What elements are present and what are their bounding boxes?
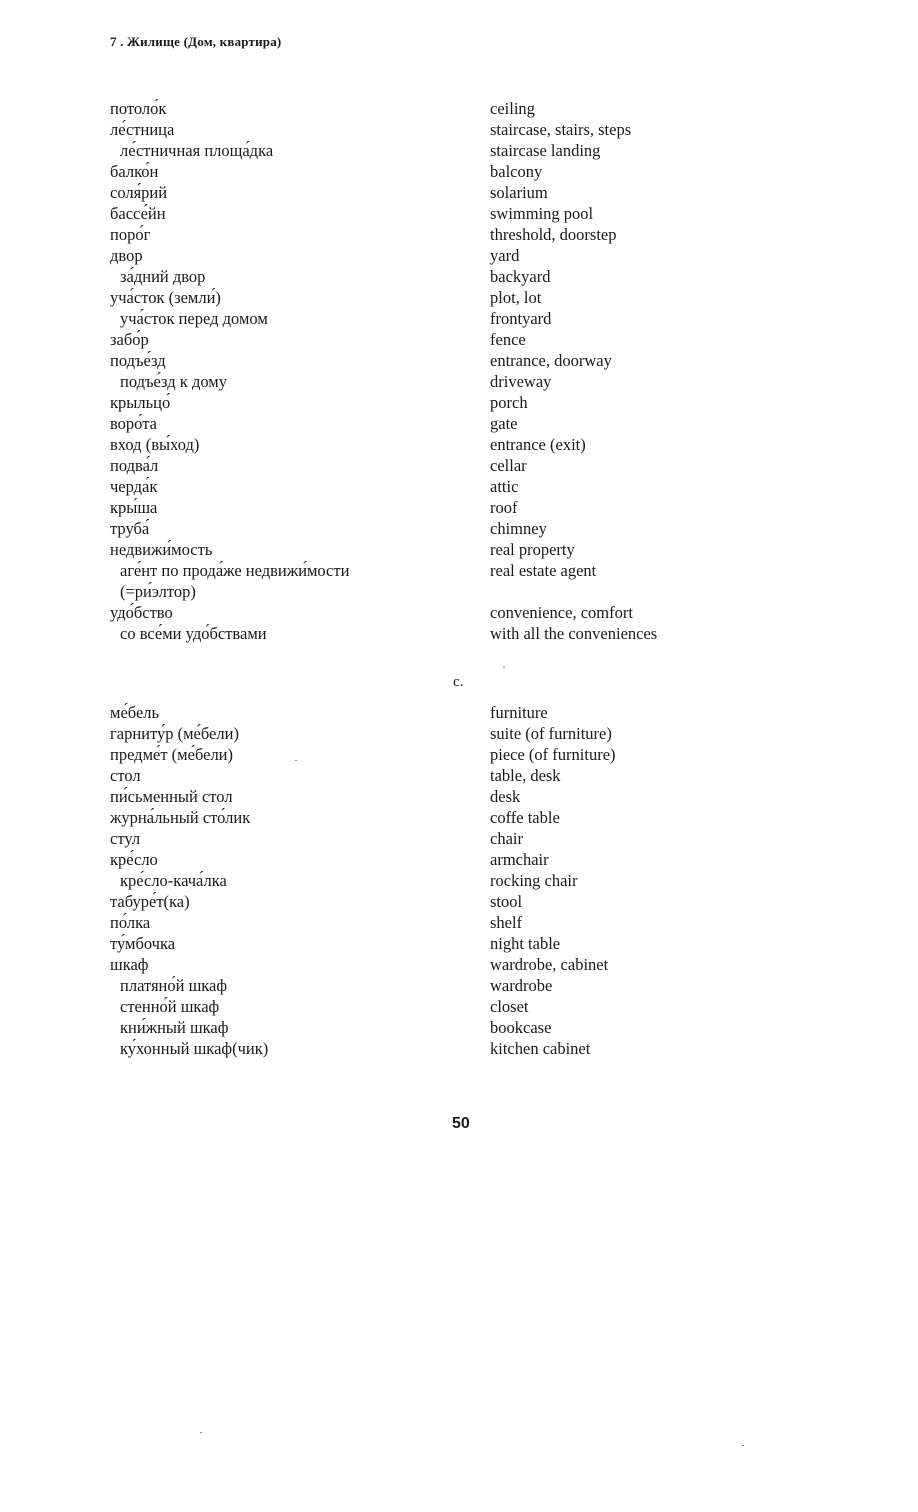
vocabulary-entry [0, 602, 918, 623]
vocabulary-entry [0, 581, 918, 602]
english-translation: cellar [490, 456, 527, 475]
russian-term: за́дний двор [120, 267, 206, 286]
russian-term: (=ри́элтор) [120, 582, 196, 601]
english-translation: rocking chair [490, 871, 578, 890]
russian-term: стол [110, 766, 141, 785]
vocabulary-entry [0, 765, 918, 786]
english-translation: desk [490, 787, 521, 806]
page-header: 7 . Жилище (Дом, квартира) [110, 34, 282, 49]
english-translation: balcony [490, 162, 543, 181]
english-translation: stool [490, 892, 523, 911]
vocabulary-entry [0, 245, 918, 266]
vocabulary-entry [0, 518, 918, 539]
russian-term: шкаф [110, 955, 149, 974]
vocabulary-entry [0, 560, 918, 581]
vocabulary-entry [0, 702, 918, 723]
vocabulary-entry [0, 723, 918, 744]
vocabulary-entry [0, 455, 918, 476]
english-translation: chimney [490, 519, 547, 538]
vocabulary-entry [0, 828, 918, 849]
russian-term: ме́бель [110, 703, 160, 722]
english-translation: attic [490, 477, 519, 496]
english-translation: driveway [490, 372, 552, 391]
russian-term: черда́к [110, 477, 158, 496]
english-translation: closet [490, 997, 529, 1016]
russian-term: кре́сло-кача́лка [120, 871, 227, 890]
vocabulary-entry [0, 1017, 918, 1038]
vocabulary-entry [0, 287, 918, 308]
english-translation: threshold, doorstep [490, 225, 617, 244]
english-translation: entrance, doorway [490, 351, 612, 370]
english-translation: armchair [490, 850, 549, 869]
vocabulary-entry [0, 912, 918, 933]
english-translation: coffe table [490, 808, 560, 827]
vocabulary-entry [0, 140, 918, 161]
russian-term: кре́сло [110, 850, 158, 869]
russian-term: кры́ша [110, 498, 158, 517]
english-translation: roof [490, 498, 518, 517]
russian-term: стенно́й шкаф [120, 997, 220, 1016]
vocabulary-section-furniture [0, 702, 918, 1059]
russian-term: пи́сьменный стол [110, 787, 233, 806]
vocabulary-entry [0, 203, 918, 224]
vocabulary-entry [0, 266, 918, 287]
russian-term: платяно́й шкаф [120, 976, 228, 995]
russian-term: табуре́т(ка) [110, 892, 190, 911]
scan-speck [503, 667, 505, 668]
russian-term: потоло́к [110, 99, 167, 118]
english-translation: frontyard [490, 309, 552, 328]
russian-term: аге́нт по прода́же недвижи́мости [120, 561, 350, 580]
vocabulary-entry [0, 849, 918, 870]
russian-term: кни́жный шкаф [120, 1018, 229, 1037]
russian-term: воро́та [110, 414, 157, 433]
english-translation: suite (of furniture) [490, 724, 612, 743]
vocabulary-entry [0, 891, 918, 912]
english-translation: backyard [490, 267, 551, 286]
russian-term: бассе́йн [110, 204, 166, 223]
english-translation: plot, lot [490, 288, 542, 307]
russian-term: по́лка [110, 913, 151, 932]
vocabulary-entry [0, 329, 918, 350]
russian-term: ку́хонный шкаф(чик) [120, 1039, 269, 1058]
russian-term: ле́стничная площа́дка [120, 141, 274, 160]
english-translation: yard [490, 246, 520, 265]
english-translation: real estate agent [490, 561, 597, 580]
english-translation: kitchen cabinet [490, 1039, 591, 1058]
vocabulary-entry [0, 413, 918, 434]
english-translation: gate [490, 414, 518, 433]
russian-term: балко́н [110, 162, 159, 181]
vocabulary-entry [0, 350, 918, 371]
english-translation: wardrobe [490, 976, 553, 995]
english-translation: table, desk [490, 766, 561, 785]
vocabulary-entry [0, 786, 918, 807]
russian-term: поро́г [110, 225, 151, 244]
english-translation: ceiling [490, 99, 535, 118]
russian-term: уча́сток (земли́) [110, 288, 221, 307]
vocabulary-entry [0, 392, 918, 413]
scan-speck [295, 760, 297, 761]
english-translation: fence [490, 330, 526, 349]
russian-term: труба́ [110, 519, 150, 538]
vocabulary-section-house [0, 98, 918, 644]
russian-term: предме́т (ме́бели) [110, 745, 234, 764]
vocabulary-entry [0, 539, 918, 560]
vocabulary-entry [0, 975, 918, 996]
vocabulary-entry [0, 476, 918, 497]
english-translation: convenience, comfort [490, 603, 633, 622]
vocabulary-entry [0, 371, 918, 392]
vocabulary-entry [0, 1038, 918, 1059]
vocabulary-entry [0, 933, 918, 954]
english-translation: furniture [490, 703, 548, 722]
russian-term: недвижи́мость [110, 540, 213, 559]
russian-term: соля́рий [110, 183, 168, 202]
vocabulary-entry [0, 308, 918, 329]
russian-term: подъе́зд к дому [120, 372, 227, 391]
russian-term: удо́бство [110, 603, 173, 622]
section-marker: с. [453, 674, 464, 690]
english-translation: bookcase [490, 1018, 552, 1037]
vocabulary-entry [0, 119, 918, 140]
english-translation: night table [490, 934, 561, 953]
vocabulary-entry [0, 98, 918, 119]
english-translation: staircase, stairs, steps [490, 120, 632, 139]
scan-speck [742, 1445, 744, 1446]
russian-term: забо́р [110, 330, 149, 349]
russian-term: подва́л [110, 456, 159, 475]
vocabulary-entry [0, 807, 918, 828]
russian-term: подъе́зд [110, 351, 166, 370]
russian-term: стул [110, 829, 141, 848]
russian-term: двор [110, 246, 143, 265]
vocabulary-entry [0, 954, 918, 975]
russian-term: гарниту́р (ме́бели) [110, 724, 239, 743]
vocabulary-entry [0, 623, 918, 644]
russian-term: со все́ми удо́бствами [120, 624, 267, 643]
vocabulary-entry [0, 996, 918, 1017]
russian-term: уча́сток перед домом [120, 309, 268, 328]
english-translation: chair [490, 829, 523, 848]
scan-speck [200, 1432, 202, 1433]
vocabulary-entry [0, 161, 918, 182]
vocabulary-entry [0, 434, 918, 455]
english-translation: piece (of furniture) [490, 745, 616, 764]
vocabulary-entry [0, 744, 918, 765]
english-translation: shelf [490, 913, 523, 932]
english-translation: real property [490, 540, 575, 559]
english-translation: swimming pool [490, 204, 594, 223]
vocabulary-entry [0, 497, 918, 518]
english-translation: with all the conveniences [490, 624, 658, 643]
russian-term: крыльцо́ [110, 393, 171, 412]
english-translation: entrance (exit) [490, 435, 586, 454]
vocabulary-entry [0, 182, 918, 203]
english-translation: solarium [490, 183, 548, 202]
russian-term: журна́льный сто́лик [110, 808, 251, 827]
vocabulary-entry [0, 870, 918, 891]
english-translation: staircase landing [490, 141, 601, 160]
english-translation: wardrobe, cabinet [490, 955, 609, 974]
russian-term: ту́мбочка [110, 934, 176, 953]
page-number: 50 [452, 1115, 470, 1132]
russian-term: ле́стница [110, 120, 175, 139]
vocabulary-entry [0, 224, 918, 245]
english-translation: porch [490, 393, 528, 412]
russian-term: вход (вы́ход) [110, 435, 200, 454]
